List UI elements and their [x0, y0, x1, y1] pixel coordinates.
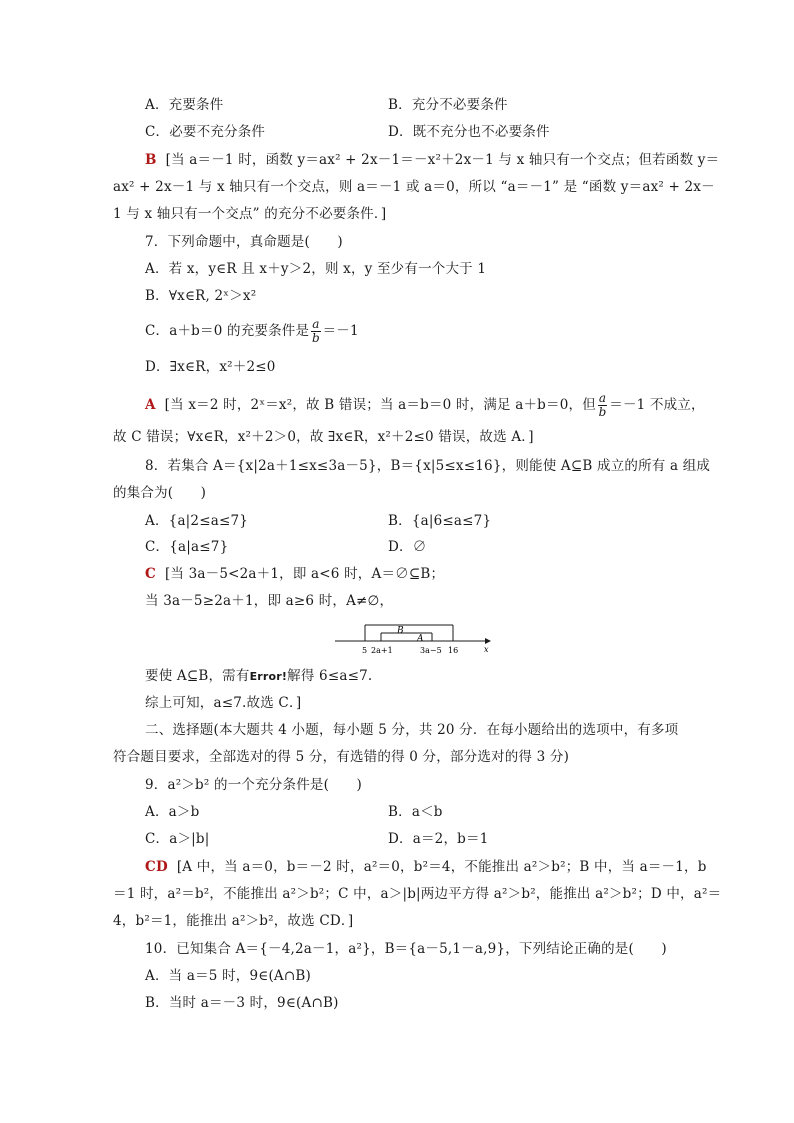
q7-explanation-prefix: [当 x＝2 时，2ˣ＝x²，故 B 错误；当 a＝b＝0 时，满足 a＋b＝0，但 [164, 397, 596, 413]
q9-option-d: D．a＝2，b＝1 [388, 831, 489, 847]
q8-option-d: D．∅ [388, 539, 427, 555]
q9-explanation-text-1: [A 中，当 a＝0，b＝－2 时，a²＝0，b²＝4，不能推出 a²＞b²；B 中，当 a＝－1，b [176, 859, 707, 875]
number-line-diagram [335, 620, 495, 658]
q7-stem: 7．下列命题中，真命题是( ) [145, 234, 343, 250]
q6-option-c: C．必要不充分条件 [145, 124, 266, 140]
q9-answer: CD [145, 859, 168, 875]
axis-arrow-icon [485, 638, 491, 644]
q8-explanation-3-suffix: 解得 6≤a≤7. [287, 668, 373, 684]
set-a-label: A [417, 634, 424, 644]
fraction-a-over-b [598, 392, 607, 419]
q8-explanation-line-1 [145, 564, 444, 584]
q7-explanation-suffix: ＝－1 不成立， [609, 397, 705, 413]
q8-answer: C [145, 566, 156, 582]
fraction-numerator: a [312, 317, 320, 331]
q9-explanation-line-2: ＝1 时，a²＝b²，不能推出 a²＞b²；C 中，a＞|b|两边平方得 a²＞b²，能推出 a²＞b²；D 中，a²＝ [113, 886, 722, 902]
q7-explanation-line-2: 故 C 错误；∀x∈R，x²＋2＞0，故 ∃x∈R，x²＋2≤0 错误，故选 A．] [113, 429, 534, 445]
q6-option-d: D．既不充分也不必要条件 [388, 124, 550, 140]
q9-stem: 9．a²＞b² 的一个充分条件是( ) [145, 777, 362, 793]
q6-explanation-text-1: [当 a＝－1 时，函数 y＝ax² + 2x－1＝－x²＋2x－1 与 x 轴只有一个交点；但若函数 y＝ [165, 152, 720, 168]
q8-explanation-text-1: [当 3a－5<2a＋1，即 a<6 时，A＝∅⊆B； [164, 566, 445, 582]
fraction-denominator: b [598, 405, 607, 419]
axis-variable-label: x [484, 645, 489, 654]
set-b-label: B [397, 626, 404, 636]
q9-option-a: A．a＞b [145, 804, 200, 820]
q8-stem-line-2: 的集合为( ) [113, 485, 207, 501]
q6-explanation-line-3: 1 与 x 轴只有一个交点” 的充分不必要条件．] [113, 206, 387, 222]
tick-label-16: 16 [448, 646, 459, 655]
tick-label-2a-plus-1: 2a+1 [371, 646, 393, 655]
q10-option-a: A．当 a＝5 时，9∈(A∩B) [145, 968, 311, 984]
q9-explanation-line-3: 4，b²＝1，能推出 a²＞b²，故选 CD．] [113, 913, 354, 929]
q8-option-c: C．{a|a≤7} [145, 539, 229, 555]
q6-answer: B [145, 152, 157, 168]
q7-option-c [145, 318, 359, 345]
section-2-header-line-2: 符合题目要求，全部选对的得 5 分，有选错的得 0 分，部分选对的得 3 分) [113, 749, 570, 765]
tick-label-3a-minus-5: 3a−5 [420, 646, 442, 655]
q8-stem-line-1: 8．若集合 A＝{x|2a＋1≤x≤3a－5}，B＝{x|5≤x≤16}，则能使 A⊆B 成立的所有 a 组成 [145, 458, 711, 474]
q8-explanation-line-3 [145, 666, 372, 687]
q7-answer: A [145, 397, 156, 413]
q8-option-a: A．{a|2≤a≤7} [145, 513, 249, 529]
q7-option-a: A．若 x，y∈R 且 x＋y＞2，则 x，y 至少有一个大于 1 [145, 261, 487, 277]
section-2-header-line-1: 二、选择题(本大题共 4 小题，每小题 5 分，共 20 分．在每小题给出的选项中，有多项 [145, 722, 679, 738]
tick-label-5: 5 [362, 646, 368, 655]
q7-option-c-prefix: C．a＋b＝0 的充要条件是 [145, 323, 310, 339]
q7-option-c-suffix: ＝－1 [322, 323, 359, 339]
q8-explanation-line-4: 综上可知，a≤7.故选 C．] [145, 695, 302, 711]
q7-option-d: D．∃x∈R，x²＋2≤0 [145, 359, 276, 375]
q6-option-b: B．充分不必要条件 [388, 97, 508, 113]
q6-explanation-line-1 [145, 150, 719, 170]
fraction-numerator: a [598, 391, 607, 405]
q9-option-c: C．a＞|b| [145, 831, 210, 847]
q10-stem: 10．已知集合 A＝{－4,2a－1，a²}，B＝{a－5,1－a,9}，下列结论正确的是( ) [145, 941, 667, 957]
q9-option-b: B．a＜b [388, 804, 443, 820]
q7-option-b: B．∀x∈R, 2ˣ＞x² [145, 288, 257, 304]
q10-option-b: B．当时 a＝－3 时，9∈(A∩B) [145, 995, 339, 1011]
q6-option-a: A．充要条件 [145, 97, 224, 113]
q6-explanation-line-2: ax² + 2x－1 与 x 轴只有一个交点，则 a＝－1 或 a＝0，所以 “a＝－1” 是 “函数 y＝ax² + 2x－ [113, 179, 715, 195]
error-marker: Error! [249, 670, 288, 683]
fraction-denominator: b [311, 331, 320, 345]
fraction-a-over-b [311, 318, 320, 345]
q8-explanation-line-2: 当 3a－5≥2a＋1，即 a≥6 时，A≠∅， [145, 593, 394, 609]
q7-explanation-line-1 [145, 392, 705, 419]
q8-explanation-3-prefix: 要使 A⊆B，需有 [145, 668, 250, 684]
q8-option-b: B．{a|6≤a≤7} [388, 513, 492, 529]
q9-explanation-line-1 [145, 857, 707, 877]
